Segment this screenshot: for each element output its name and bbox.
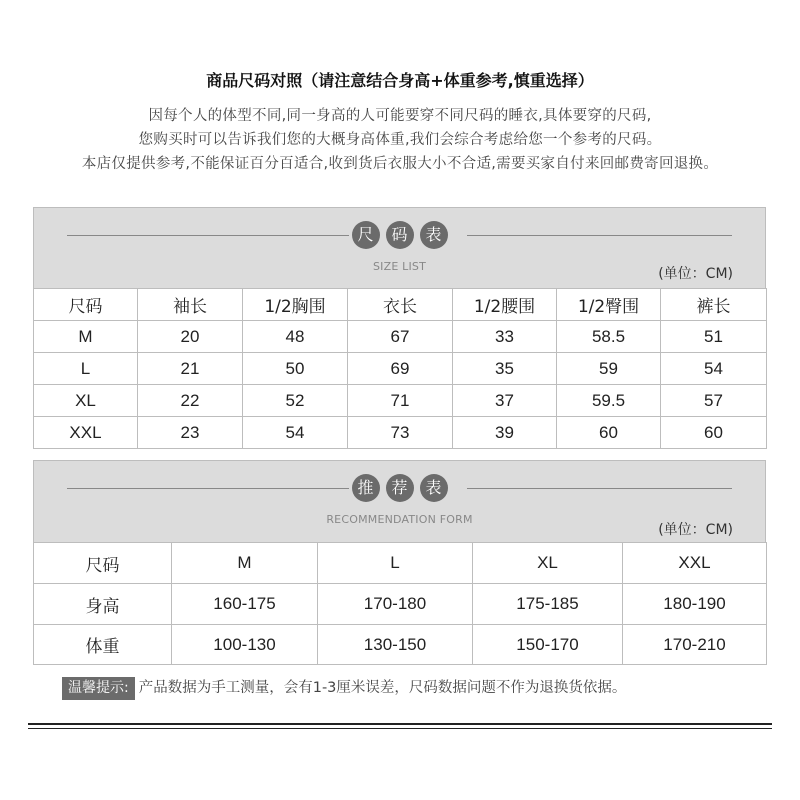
- column-header: 尺码: [34, 289, 138, 321]
- table-cell: 150-170: [473, 625, 623, 665]
- table-cell: 20: [138, 321, 243, 353]
- column-header: XL: [473, 543, 623, 584]
- table-cell: 180-190: [623, 584, 767, 625]
- table-cell: 33: [453, 321, 557, 353]
- table-header-row: [34, 543, 767, 584]
- badge-char: 表: [420, 474, 448, 502]
- table-cell: 60: [557, 417, 661, 449]
- table-cell: 170-180: [318, 584, 473, 625]
- size-table: [33, 288, 767, 449]
- table-row: [34, 353, 767, 385]
- table-cell: 59.5: [557, 385, 661, 417]
- row-header: 身高: [34, 584, 172, 625]
- table-cell: 39: [453, 417, 557, 449]
- footer-divider: [28, 728, 772, 729]
- column-header: L: [318, 543, 473, 584]
- column-header: XXL: [623, 543, 767, 584]
- table-row: [34, 385, 767, 417]
- intro-line: 本店仅提供参考,不能保证百分百适合,收到货后衣服大小不合适,需要买家自付来回邮费寄回退换。: [81, 156, 719, 172]
- table-cell: 54: [243, 417, 348, 449]
- table-cell: 50: [243, 353, 348, 385]
- recommendation-table-unit: (单位：CM): [658, 522, 733, 538]
- table-cell: 37: [453, 385, 557, 417]
- column-header: 袖长: [138, 289, 243, 321]
- recommendation-table-panel: [33, 460, 766, 664]
- table-cell: 100-130: [172, 625, 318, 665]
- column-header: 1/2腰围: [453, 289, 557, 321]
- table-header-row: [34, 289, 767, 321]
- table-cell: 57: [661, 385, 767, 417]
- badge-char: 荐: [386, 474, 414, 502]
- intro-line: 您购买时可以告诉我们您的大概身高体重,我们会综合考虑给您一个参考的尺码。: [138, 132, 662, 148]
- recommendation-table-subtitle: RECOMMENDATION FORM: [326, 513, 473, 526]
- warm-tip: [62, 677, 626, 700]
- size-table-unit: (单位：CM): [658, 266, 733, 282]
- recommendation-table-header: [34, 461, 765, 542]
- table-cell: 59: [557, 353, 661, 385]
- warm-tip-label: 温馨提示:: [62, 677, 135, 700]
- row-header: 体重: [34, 625, 172, 665]
- intro-line: 因每个人的体型不同,同一身高的人可能要穿不同尺码的睡衣,具体要穿的尺码,: [148, 108, 652, 124]
- size-table-header: [34, 208, 765, 288]
- warm-tip-text: 产品数据为手工测量，会有1-3厘米误差，尺码数据问题不作为退换货依据。: [138, 680, 627, 696]
- page-title: 商品尺码对照（请注意结合身高+体重参考,慎重选择）: [206, 71, 594, 90]
- badge-char: 推: [352, 474, 380, 502]
- column-header: 裤长: [661, 289, 767, 321]
- table-cell: 35: [453, 353, 557, 385]
- badge-char: 表: [420, 221, 448, 249]
- recommendation-table: [33, 542, 767, 665]
- table-cell: XXL: [34, 417, 138, 449]
- table-cell: 58.5: [557, 321, 661, 353]
- size-table-badges: [34, 221, 765, 249]
- table-cell: 67: [348, 321, 453, 353]
- badge-char: 码: [386, 221, 414, 249]
- column-header: 1/2胸围: [243, 289, 348, 321]
- table-cell: 51: [661, 321, 767, 353]
- table-cell: 71: [348, 385, 453, 417]
- badge-char: 尺: [352, 221, 380, 249]
- table-cell: 52: [243, 385, 348, 417]
- table-row: [34, 321, 767, 353]
- column-header: 1/2臀围: [557, 289, 661, 321]
- size-table-subtitle: SIZE LIST: [372, 260, 427, 273]
- table-cell: 130-150: [318, 625, 473, 665]
- table-cell: 60: [661, 417, 767, 449]
- table-cell: 48: [243, 321, 348, 353]
- footer-divider: [28, 723, 772, 725]
- table-row: [34, 417, 767, 449]
- table-row: [34, 625, 767, 665]
- column-header: M: [172, 543, 318, 584]
- size-table-panel: [33, 207, 766, 447]
- table-cell: L: [34, 353, 138, 385]
- table-cell: M: [34, 321, 138, 353]
- table-row: [34, 584, 767, 625]
- table-cell: 23: [138, 417, 243, 449]
- table-cell: XL: [34, 385, 138, 417]
- table-cell: 21: [138, 353, 243, 385]
- table-cell: 170-210: [623, 625, 767, 665]
- table-cell: 22: [138, 385, 243, 417]
- column-header: 衣长: [348, 289, 453, 321]
- intro-text: [0, 104, 800, 176]
- column-header: 尺码: [34, 543, 172, 584]
- table-cell: 73: [348, 417, 453, 449]
- table-cell: 160-175: [172, 584, 318, 625]
- table-cell: 175-185: [473, 584, 623, 625]
- recommendation-table-badges: [34, 474, 765, 502]
- table-cell: 54: [661, 353, 767, 385]
- table-cell: 69: [348, 353, 453, 385]
